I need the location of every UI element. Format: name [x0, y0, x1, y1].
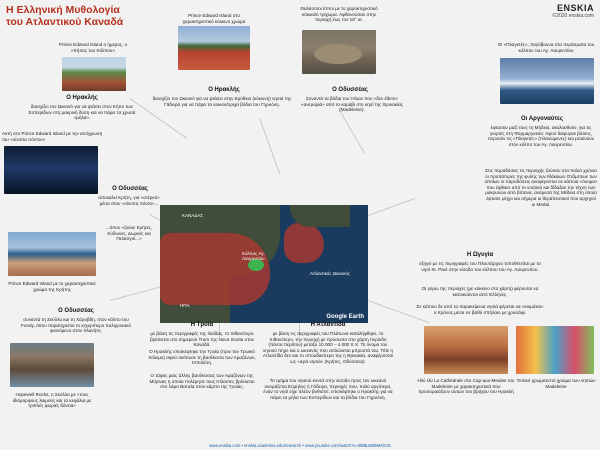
- connector-line: [259, 118, 280, 175]
- photo-pei-beach: [8, 232, 96, 276]
- title-line-1: Η Ελληνική Μυθολογία: [6, 4, 120, 16]
- map-red-newfoundland: [284, 223, 324, 263]
- map-atlantic-canada: [160, 205, 368, 323]
- photo-pei-night: [4, 146, 98, 194]
- photo-pei-red: [178, 26, 250, 70]
- section-odysseus-left-text: αποκαλεί Κρήτη, για «στέρεά» μέσα στον «οίνοπα πόντο»...: [98, 195, 160, 206]
- caption-madeleine: Τυπικό χρωματιστό χρώμα των νησιών Madeleine: [516, 378, 596, 389]
- section-atlantis-heading: Η Ατλαντίδα: [310, 322, 346, 328]
- map-label-gulf: Κόλπος Αγ. Λαυρεντίου: [242, 251, 265, 261]
- photo-la-cathedrale: [424, 326, 508, 374]
- map-label-canada: ΚΑΝΑΔΑΣ: [182, 213, 204, 218]
- caption-hopewell: Hopewell Rocks, η Σκύλλα με «τους ιδιόμορφους λαιμούς και τα κεφάλια με τριπλές φωριές δόντια»: [12, 392, 92, 409]
- section-ogygia-heading: Η Ωγυγία: [466, 252, 494, 258]
- caption-walrus: Θαλάσσιοι ίπποι με το χαρακτηριστικό κόκκαλό τρίχωμα. Αφθονούσαν στην περιοχή έως τον 18° αι.: [300, 6, 378, 23]
- section-hercules-top-heading: Ο Ηρακλής: [208, 87, 240, 93]
- section-odysseus-top-text: Συναντά τα βόδια του Ήλιου που «δεν έθετο» «ανεραμιά» από το καράβι στο νησί της Θρινακίας (Madeleine).: [301, 96, 403, 113]
- map-label-usa: ΗΠΑ: [180, 303, 190, 308]
- photo-walrus: [302, 30, 376, 74]
- map-label-atlantic: Ατλαντικός Ωκεανός: [310, 271, 350, 276]
- title-line-2: του Ατλαντικού Καναδά: [6, 16, 124, 28]
- section-odysseus-bottom-text: συναντά τη Σκύλλα και τη Χάρυβδη, στον κόλπο του Fundy, όπου παρατηρείται το ισχυρότερο παλιρροιακό φαινόμενο στον πλανήτη.: [21, 317, 131, 334]
- map-land-labrador: [290, 205, 350, 227]
- caption-pei-top: Prince Edward Island στο χαρακτηριστικό κόκκινο χρώμα: [182, 13, 246, 24]
- caption-pei-beach: Prince Edward Island με το χαρακτηριστικό χρώμα της Κρήτης: [8, 281, 96, 292]
- photo-icebergs: [500, 58, 594, 104]
- caption-cathedral: Ηλύ Ιλύ La Cathédrale στο Cap-aux-Meules του Madeleine με χαρακτηριστικά που προσομοιάζουν αυτών του βράχου του Ηρακλή: [417, 378, 515, 395]
- section-ogygia-text-3: Σε κάποιο δε από τα παρακείμενα νησιά φέρεται να «κοιμάται» ο Κρόνος μέσα σε βαθύ σπήλαιο με χρυσάφι.: [416, 304, 544, 315]
- logo: [553, 3, 594, 19]
- section-odysseus-bottom-heading: Ο Οδυσσέας: [58, 308, 94, 314]
- section-troy-text-2: Ο Ηρακλής επισκέφτηκε την Τροία (πριν τον Τρωικό πόλεμο) αφού σκότωσε τη βασίλισσα των Αμαζόνων, Ιππολύτη.: [148, 349, 256, 366]
- section-argonauts-text-2: Στις παραδόσεις τις περιοχής ζούσαν στα παλιά χρόνια οι προπάτορες της φυλής των Ιθάκαιων Οτζίμπουε των οποίων οι παραδόσεις αναφέρονται σε κάποια «όνομα» που έφθανε από το νοητικό και δίδαξαν την τέχνη των μακρυνών από βότανα, ανάμεσά της Μέδεια στη οποία έφτασε μέχρι και σήμερα οι θεραπευτικοί που αρχηγοί οι Medai.: [484, 168, 598, 207]
- page-title: [6, 4, 123, 28]
- copyright: ©2020 enskia.com: [552, 13, 594, 19]
- section-ogygia-text: εξηγεί με τις περιγραφές του Πλουτάρχου τοποθετείται με το νησί St. Paul στην είσοδο του κόλπου του Αγ. Λαυρεντίου.: [419, 261, 541, 272]
- section-troy-text-3: Ο τάφος μιας άλλης βασίλισσας των Αμαζόνων της Μύρινας η οποία πολέμησε τους Άτλαντες βρίσκεται στο λόφο Βατιεία στον κάμπο της Τροίας.: [149, 373, 255, 390]
- section-troy-heading: Η Τροία: [190, 322, 214, 328]
- logo-mark: ENSKIA: [556, 3, 594, 13]
- section-troy-text: με βάση τις περιγραφές της Ιλιάδας, το πιθανότερο βρίσκεται στο σημερινό Truro της Nova Scotia στον Καναδά.: [150, 331, 254, 348]
- caption-pei-left: Prince Edward Island ο ήμερος, ο «Κήπος του Κόλπου»: [58, 42, 128, 53]
- section-hercules-left-text: διασχίζει τον Ωκεανό για να φτάσει στον Κήπο των Εσπερίδων στη μακρινή δύση και να πάρει τα χρυσά «μήλα».: [28, 104, 136, 121]
- section-odysseus-left-heading: Ο Οδυσσέας: [112, 186, 148, 192]
- section-atlantis-text-2: Το τμήμα του νησιού κοντά στην είσοδο προς τον ωκεανό ονομάζεται Εύμηλος ή Γάδειρα, περιοχές που, πολύ αργότερα, έναν το νησί είχε πλέον βυθιστεί, επισκέφτηκε ο Ηρακλής για να πάρει τα μήλα των Εσπερίδων και τα βόδια του Γηρυόνη.: [263, 378, 393, 400]
- map-brand: Google Earth: [326, 314, 364, 320]
- photo-pei-left: [62, 57, 126, 91]
- section-hercules-left-heading: Ο Ηρακλής: [66, 95, 98, 101]
- photo-hopewell-rocks: [10, 343, 94, 387]
- section-odysseus-left-text-2: ...όπου «ζούνε Κρήτες, Κύδωνες, Δωριείς και Πελασγοί...»: [105, 225, 153, 242]
- section-ogygia-text-2: Οι γύρω της περιοχές (με κόκκινο στο χάρτη) φέρονται να κατοικούνται από Έλληνες.: [421, 286, 539, 297]
- section-odysseus-top-heading: Ο Οδυσσέας: [332, 87, 368, 93]
- section-atlantis-text: με βάση τις περιγραφές του Πλάτωνα καταλήφθηκε, το πιθανότερο, την περιοχή με πρόσωπο στο χάρτη περίοδο (πάντα περίπου) μεταξύ 10.000 – 4.000 π.Χ. Το όνομα του νησιού πήρε και ο ωκεανός που απλώνεται μπροστά του. Τότε η Ατλαντίδα δεν και το σπουδαιότερο της η Θρινακία, αναφέρονται ως «ιερά νησιά» (Κρήτες, Οδύσσεια).: [262, 331, 394, 364]
- caption-icebergs: Οι «Πλαγκτές», παγόβουνα στα περάσματα του κόλπου του Αγ. Λαυρεντίου: [497, 42, 595, 53]
- footer-links[interactable]: www.enskia.com • enskia.academia.edu/research • www.youtube.com/watch?v=0l8BLW8bMKln3s: [209, 443, 391, 448]
- connector-line: [339, 110, 365, 154]
- section-argonauts-heading: Οι Αργοναύτες: [521, 116, 563, 122]
- section-argonauts-text: έφτασαν μαζί τους τη Μήδεια, ακολουθούν, για τις γιορτές στη Φορμαργιανία. Αφού διέφυγαν βάσεις, περνούν τις «Πλαγκτές» (πλανώμενες) και μπαίνουν στον κόλπο του Αγ. Λαυρεντίου.: [487, 125, 595, 147]
- photo-madeleine-houses: [516, 326, 594, 374]
- caption-pei-night: Ακτή στο Prince Edward Island με την απόχρωση του «οίνοπα πόντου»: [2, 131, 103, 142]
- connector-line: [368, 198, 415, 216]
- section-hercules-top-text: διασχίζει τον Ωκεανό για να φτάσει στην Ερύθεια (κόκκινη) νησιά της Γάδειρα για να πάρει τα κοκκινότριχα βόδια του Γηρυόνη.: [152, 96, 292, 107]
